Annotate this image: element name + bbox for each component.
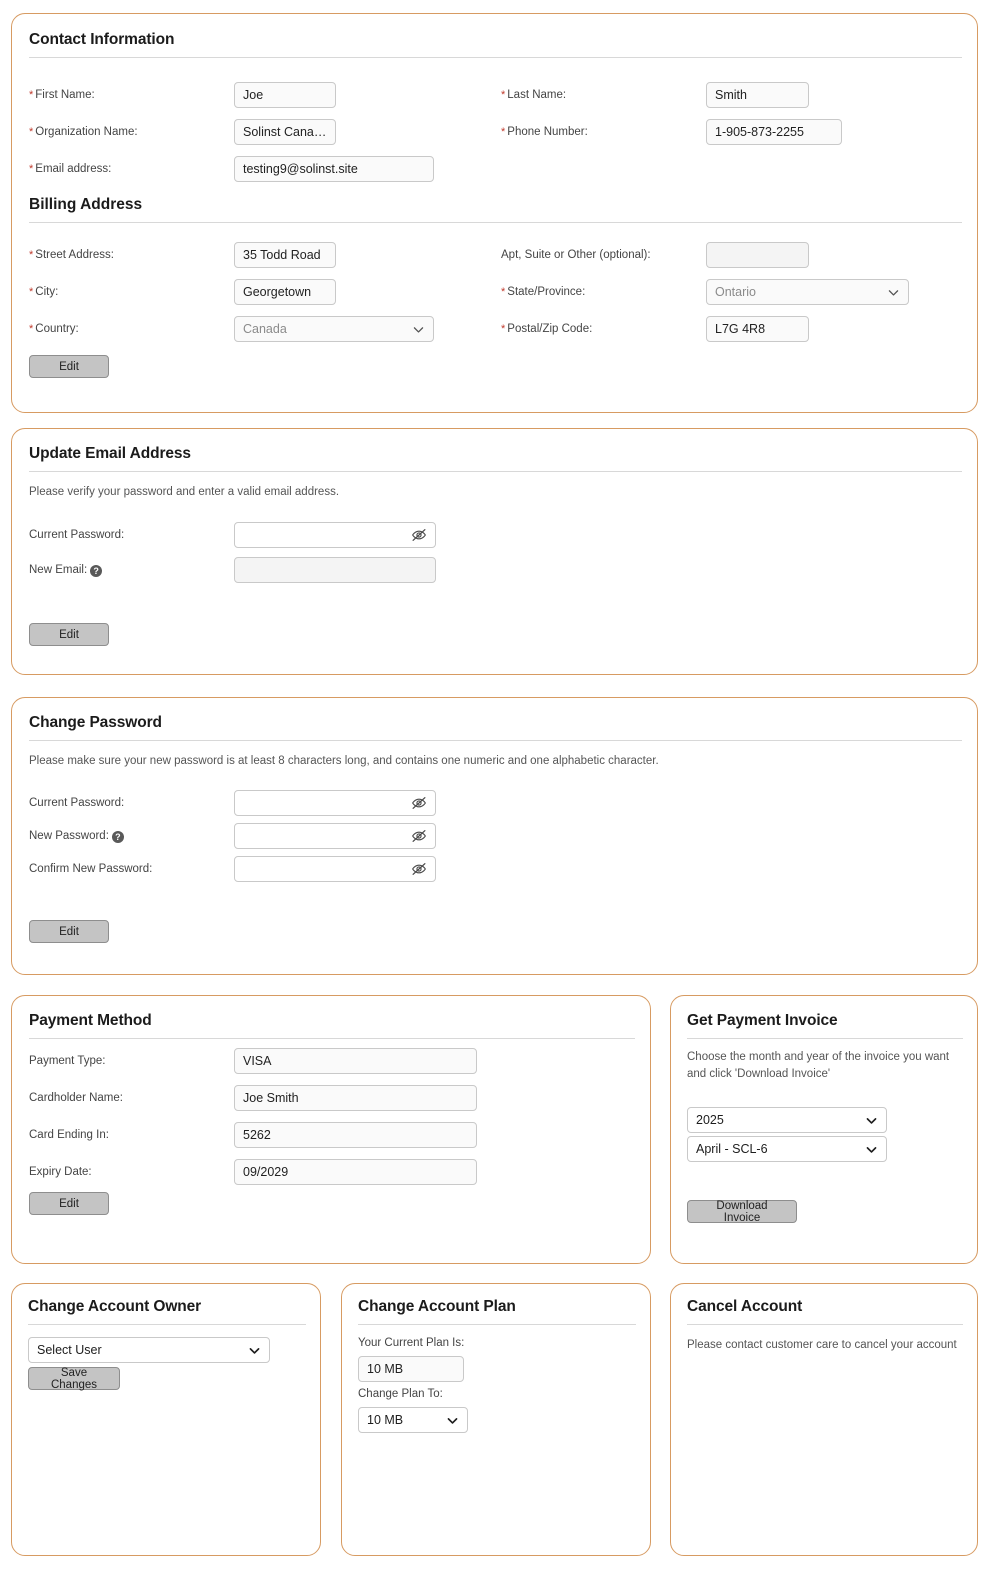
city-label: * City: — [29, 286, 59, 298]
chevron-down-icon — [865, 1143, 878, 1156]
country-label: * Country: — [29, 323, 79, 335]
change-password-edit-button[interactable]: Edit — [29, 920, 109, 943]
cancel-account-card — [670, 1283, 978, 1556]
last-name-label: * Last Name: — [501, 89, 567, 101]
street-address-input[interactable]: 35 Todd Road — [234, 242, 336, 268]
card-ending-label: Card Ending In: — [29, 1129, 109, 1141]
invoice-year-value: 2025 — [696, 1113, 724, 1127]
update-email-header — [29, 445, 962, 472]
chevron-down-icon — [887, 286, 900, 299]
change-plan-title: Change Account Plan — [358, 1298, 516, 1315]
invoice-year-select[interactable] — [687, 1107, 887, 1133]
expiry-date-row — [29, 1159, 477, 1185]
chevron-down-icon — [412, 323, 425, 336]
eye-slash-icon[interactable] — [411, 795, 427, 811]
select-user-select[interactable] — [28, 1337, 270, 1363]
email-label: * Email address: — [29, 163, 112, 175]
new-password-row — [29, 823, 436, 849]
state-province-select[interactable] — [706, 279, 909, 305]
required-marker: * — [501, 286, 506, 298]
apt-suite-label: Apt, Suite or Other (optional): — [501, 249, 651, 261]
first-name-row — [29, 82, 336, 108]
invoice-header — [687, 1012, 963, 1039]
email-row — [29, 156, 434, 182]
current-plan-value: 10 MB — [358, 1356, 464, 1382]
page-title: Contact Information — [29, 31, 175, 48]
change-plan-header — [358, 1298, 636, 1325]
phone-label: * Phone Number: — [501, 126, 588, 138]
current-password-row — [29, 790, 436, 816]
required-marker: * — [29, 286, 34, 298]
postal-code-label: * Postal/Zip Code: — [501, 323, 593, 335]
change-account-plan-card — [341, 1283, 651, 1556]
cancel-account-description: Please contact customer care to cancel your account — [687, 1339, 957, 1351]
country-row — [29, 316, 434, 342]
change-plan-to-label: Change Plan To: — [358, 1388, 443, 1400]
chevron-down-icon — [248, 1344, 261, 1357]
change-password-title: Change Password — [29, 714, 162, 731]
update-email-card — [11, 428, 978, 675]
expiry-date-label: Expiry Date: — [29, 1166, 92, 1178]
country-select[interactable] — [234, 316, 434, 342]
eye-slash-icon[interactable] — [411, 828, 427, 844]
postal-code-row — [501, 316, 809, 342]
change-owner-title: Change Account Owner — [28, 1298, 202, 1315]
save-changes-button[interactable]: Save Changes — [28, 1367, 120, 1390]
street-address-label: * Street Address: — [29, 249, 114, 261]
update-email-current-password-row — [29, 522, 436, 548]
country-value: Canada — [243, 322, 287, 336]
contact-edit-button[interactable]: Edit — [29, 355, 109, 378]
apt-suite-row — [501, 242, 809, 268]
divider — [29, 471, 962, 472]
state-province-label: * State/Province: — [501, 286, 586, 298]
chevron-down-icon — [446, 1414, 459, 1427]
required-marker: * — [501, 89, 506, 101]
new-email-label: New Email: ? — [29, 564, 234, 577]
required-marker: * — [29, 323, 34, 335]
required-marker: * — [501, 323, 506, 335]
update-email-description: Please verify your password and enter a valid email address. — [29, 486, 340, 498]
select-user-value: Select User — [37, 1343, 102, 1357]
state-province-value: Ontario — [715, 285, 756, 299]
new-password-label: New Password: ? — [29, 830, 234, 843]
first-name-input[interactable]: Joe — [234, 82, 336, 108]
divider — [687, 1324, 963, 1325]
city-row — [29, 279, 336, 305]
current-password-label: Current Password: — [29, 797, 125, 809]
apt-suite-input[interactable] — [706, 242, 809, 268]
billing-address-header — [29, 196, 962, 223]
get-payment-invoice-card — [670, 995, 978, 1264]
divider — [687, 1038, 963, 1039]
phone-input[interactable]: 1-905-873-2255 — [706, 119, 842, 145]
help-icon[interactable]: ? — [112, 831, 124, 843]
update-email-title: Update Email Address — [29, 445, 191, 462]
phone-row — [501, 119, 842, 145]
update-email-current-password-input[interactable] — [234, 522, 436, 548]
organization-input[interactable]: Solinst Cana… — [234, 119, 336, 145]
payment-method-title: Payment Method — [29, 1012, 152, 1029]
cancel-account-title: Cancel Account — [687, 1298, 803, 1315]
change-plan-value: 10 MB — [367, 1413, 404, 1427]
eye-slash-icon[interactable] — [411, 861, 427, 877]
contact-information-card — [11, 13, 978, 413]
required-marker: * — [29, 126, 34, 138]
change-password-card — [11, 697, 978, 975]
required-marker: * — [501, 126, 506, 138]
expiry-date-input[interactable]: 09/2029 — [234, 1159, 477, 1185]
city-input[interactable]: Georgetown — [234, 279, 336, 305]
payment-type-input[interactable]: VISA — [234, 1048, 477, 1074]
confirm-password-row — [29, 856, 436, 882]
download-invoice-button[interactable]: Download Invoice — [687, 1200, 797, 1223]
chevron-down-icon — [865, 1114, 878, 1127]
new-email-row — [29, 557, 436, 583]
change-account-owner-card — [11, 1283, 321, 1556]
payment-method-card — [11, 995, 651, 1264]
update-email-current-password-label: Current Password: — [29, 529, 125, 541]
payment-method-header — [29, 1012, 635, 1039]
current-password-input[interactable] — [234, 790, 436, 816]
invoice-description: Choose the month and year of the invoice you want and click 'Download Invoice' — [687, 1051, 950, 1080]
required-marker: * — [29, 163, 34, 175]
required-marker: * — [29, 89, 34, 101]
invoice-title: Get Payment Invoice — [687, 1012, 838, 1029]
divider — [29, 57, 962, 58]
invoice-month-value: April - SCL-6 — [696, 1142, 768, 1156]
divider — [29, 1038, 635, 1039]
cardholder-name-label: Cardholder Name: — [29, 1092, 123, 1104]
billing-address-title: Billing Address — [29, 196, 143, 213]
required-marker: * — [29, 249, 34, 261]
organization-label: * Organization Name: — [29, 126, 138, 138]
card-ending-input[interactable]: 5262 — [234, 1122, 477, 1148]
email-input[interactable]: testing9@solinst.site — [234, 156, 434, 182]
change-password-description: Please make sure your new password is at least 8 characters long, and contains one numeric and one alphabetic character. — [29, 755, 659, 767]
current-plan-label: Your Current Plan Is: — [358, 1337, 465, 1349]
last-name-row — [501, 82, 809, 108]
postal-code-input[interactable]: L7G 4R8 — [706, 316, 809, 342]
invoice-month-select[interactable] — [687, 1136, 887, 1162]
payment-method-edit-button[interactable]: Edit — [29, 1192, 109, 1215]
cancel-account-header — [687, 1298, 963, 1325]
new-email-input[interactable] — [234, 557, 436, 583]
divider — [29, 740, 962, 741]
confirm-password-input[interactable] — [234, 856, 436, 882]
new-password-input[interactable] — [234, 823, 436, 849]
organization-row — [29, 119, 336, 145]
confirm-password-label: Confirm New Password: — [29, 863, 153, 875]
payment-type-label: Payment Type: — [29, 1055, 106, 1067]
change-plan-select[interactable] — [358, 1407, 468, 1433]
cardholder-name-input[interactable]: Joe Smith — [234, 1085, 477, 1111]
first-name-label: * First Name: — [29, 89, 95, 101]
card-ending-row — [29, 1122, 477, 1148]
cardholder-name-row — [29, 1085, 477, 1111]
update-email-edit-button[interactable]: Edit — [29, 623, 109, 646]
change-owner-header — [28, 1298, 306, 1325]
state-province-row — [501, 279, 909, 305]
contact-information-header — [29, 31, 962, 58]
divider — [28, 1324, 306, 1325]
change-password-header — [29, 714, 962, 741]
help-icon[interactable]: ? — [90, 565, 102, 577]
payment-type-row — [29, 1048, 477, 1074]
last-name-input[interactable]: Smith — [706, 82, 809, 108]
street-address-row — [29, 242, 336, 268]
divider — [358, 1324, 636, 1325]
divider — [29, 222, 962, 223]
eye-slash-icon[interactable] — [411, 527, 427, 543]
